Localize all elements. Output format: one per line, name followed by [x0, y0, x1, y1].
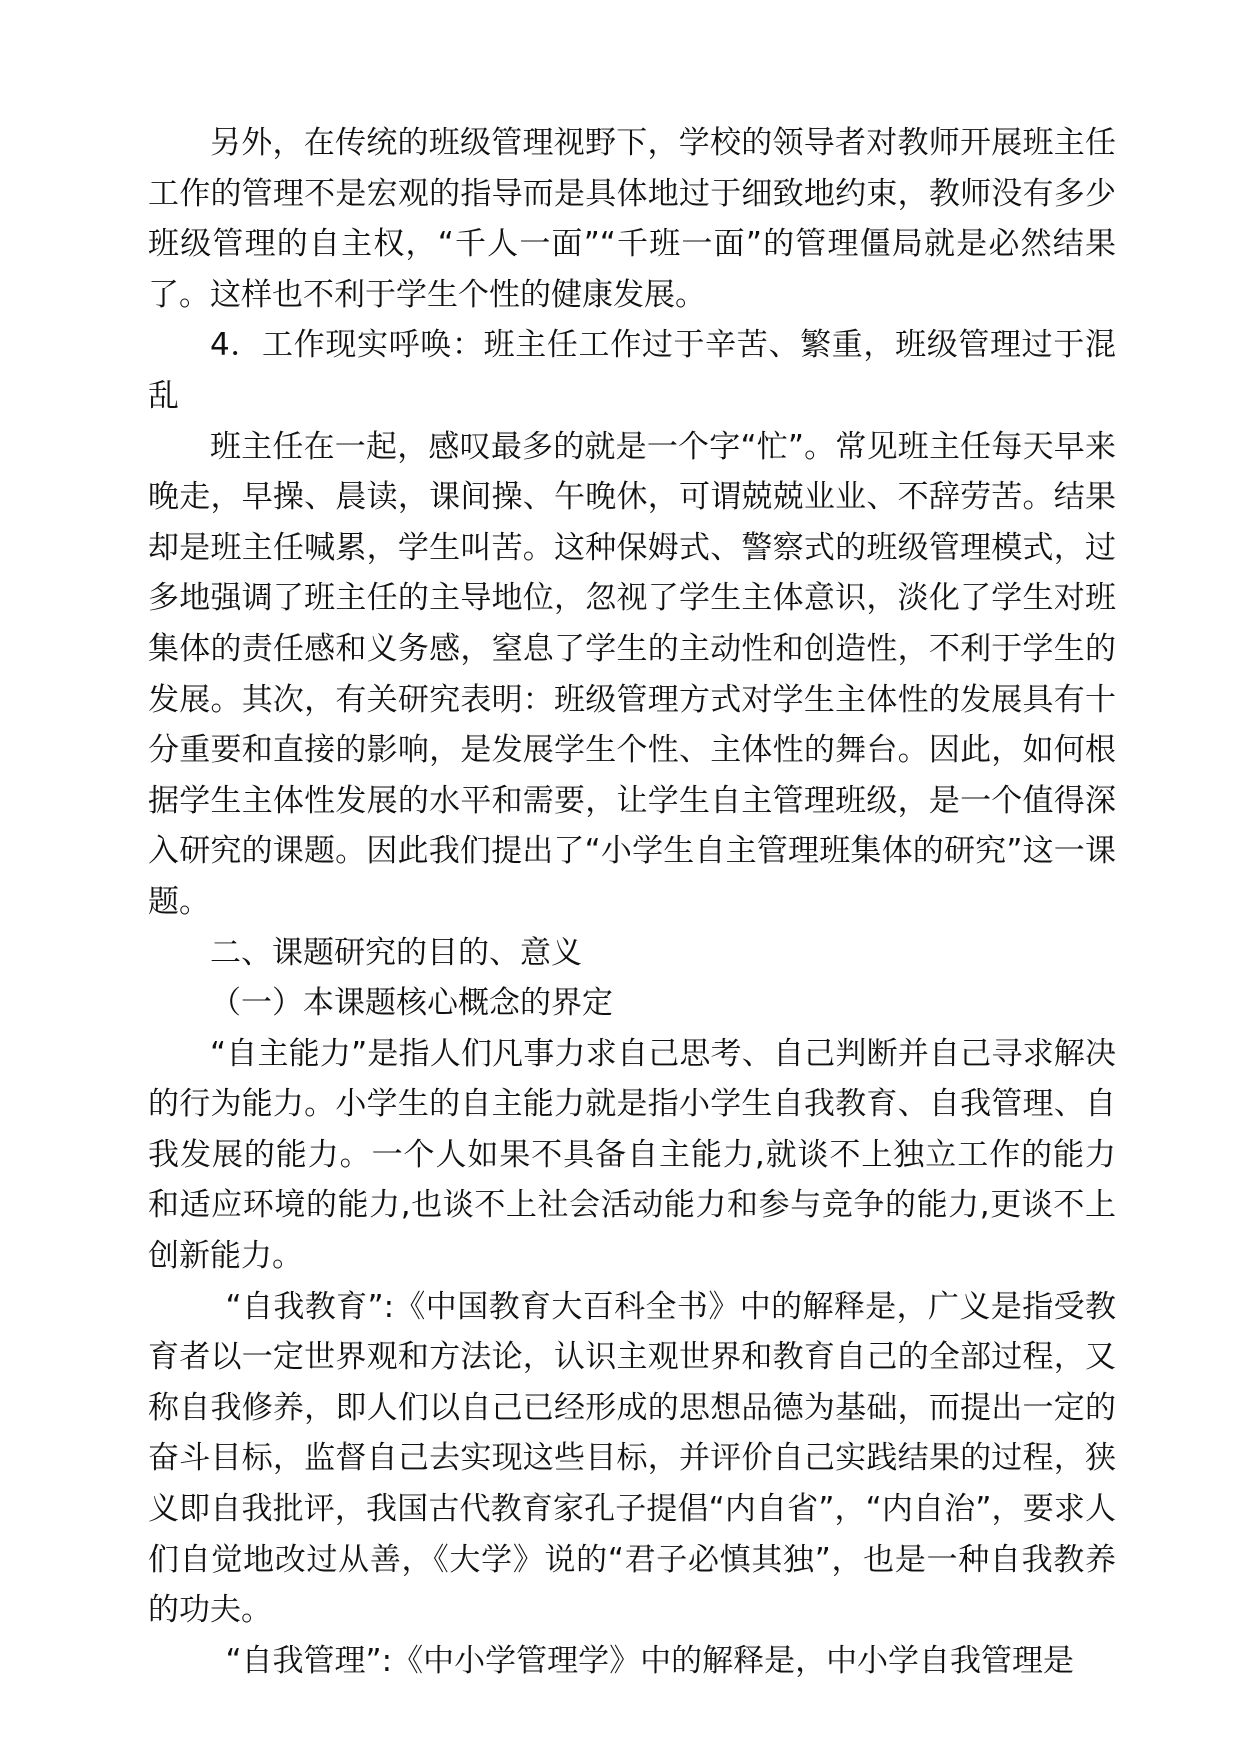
paragraph-class-management-view: 另外，在传统的班级管理视野下，学校的领导者对教师开展班主任工作的管理不是宏观的指导而是具体地过于细致地约束，教师没有多少班级管理的自主权，“千人一面”“千班一面”的管理僵局就是必然结果了。这样也不利于学生个性的健康发展。: [148, 125, 1116, 313]
heading-work-reality: 4．工作现实呼唤：班主任工作过于辛苦、繁重，班级管理过于混乱: [148, 327, 1116, 414]
paragraph-self-management-definition: “自我管理”:《中小学管理学》中的解释是，中小学自我管理是: [225, 1642, 1075, 1679]
heading-core-concept: （一）本课题核心概念的界定: [210, 985, 613, 1022]
paragraph-busy-teachers: 班主任在一起，感叹最多的就是一个字“忙”。常见班主任每天早来晚走，早操、晨读，课间操、午晚休，可谓兢兢业业、不辞劳苦。结果却是班主任喊累，学生叫苦。这种保姆式、警察式的班级管理模式，过多地强调了班主任的主导地位，忽视了学生主体意识，淡化了学生对班集体的责任感和义务感，窒息了学生的主动性和创造性，不利于学生的发展。其次，有关研究表明：班级管理方式对学生主体性的发展具有十分重要和直接的影响，是发展学生个性、主体性的舞台。因此，如何根据学生主体性发展的水平和需要，让学生自主管理班级，是一个值得深入研究的课题。因此我们提出了“小学生自主管理班集体的研究”这一课题。: [148, 428, 1116, 920]
heading-research-purpose: 二、课题研究的目的、意义: [210, 934, 582, 971]
document-page: [148, 118, 1116, 1686]
paragraph-self-education-definition: “自我教育”:《中国教育大百科全书》中的解释是，广义是指受教育者以一定世界观和方法论，认识主观世界和教育自己的全部过程，又称自我修养，即人们以自己已经形成的思想品德为基础，而提出一定的奋斗目标，监督自己去实现这些目标，并评价自己实践结果的过程，狭义即自我批评，我国古代教育家孔子提倡“内自省”，“内自治”，要求人们自觉地改过从善，《大学》说的“君子必慎其独”，也是一种自我教养的功夫。: [148, 1288, 1116, 1629]
paragraph-autonomy-definition: “自主能力”是指人们凡事力求自己思考、自己判断并自己寻求解决的行为能力。小学生的自主能力就是指小学生自我教育、自我管理、自我发展的能力。一个人如果不具备自主能力,就谈不上独立工作的能力和适应环境的能力,也谈不上社会活动能力和参与竞争的能力,更谈不上创新能力。: [148, 1035, 1116, 1275]
